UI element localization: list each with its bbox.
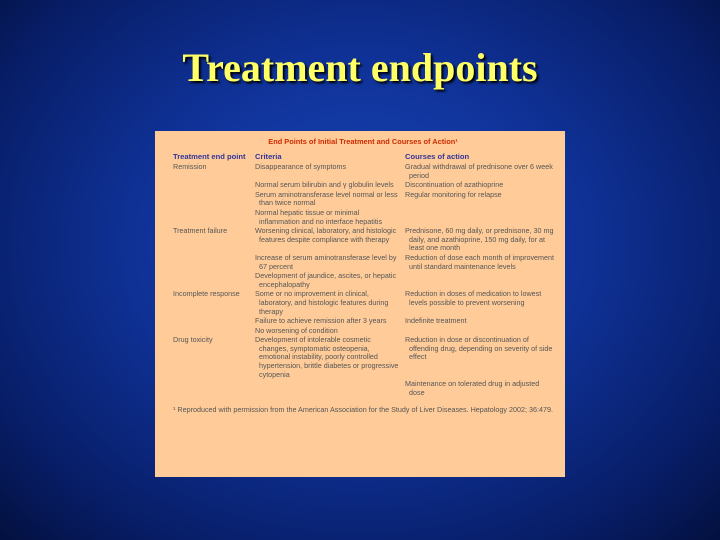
table-cell-endpoint — [173, 209, 251, 226]
table-cell-action — [405, 181, 555, 190]
table-cell-action — [405, 327, 555, 336]
table-cell-action — [405, 317, 555, 326]
table-cell-criteria — [255, 272, 401, 289]
table-cell-criteria — [255, 209, 401, 226]
table-cell-criteria — [255, 191, 401, 208]
cell-text: Remission — [173, 162, 207, 171]
table-footnote: ¹ Reproduced with permission from the American Association for the Study of Liver Diseases. Hepatology 2002; 36:479. — [173, 405, 553, 415]
table-title: End Points of Initial Treatment and Courses of Action¹ — [268, 137, 458, 146]
table-body — [173, 163, 553, 397]
table-cell-endpoint — [173, 272, 251, 289]
cell-text: Gradual withdrawal of prednisone over 6 week period — [405, 162, 553, 180]
cell-text: Normal serum bilirubin and γ globulin levels — [255, 180, 394, 190]
table-row — [173, 380, 553, 397]
cell-text: Indefinite treatment — [405, 316, 467, 326]
table-cell-criteria — [255, 227, 401, 253]
table-cell-criteria — [255, 336, 401, 379]
cell-text: Normal hepatic tissue or minimal inflammation and no interface hepatitis — [255, 207, 383, 226]
table-cell-endpoint — [173, 317, 251, 326]
cell-text: Reduction in doses of medication to lowest levels possible to prevent worsening — [405, 289, 542, 307]
table-row — [173, 290, 553, 316]
cell-text: Drug toxicity — [173, 335, 213, 345]
endpoints-table-image — [155, 131, 565, 477]
header-action: Courses of action — [405, 152, 470, 161]
table-cell-endpoint — [173, 254, 251, 271]
header-criteria: Criteria — [255, 152, 282, 161]
cell-text: Discontinuation of azathioprine — [405, 180, 504, 190]
cell-text: Disappearance of symptoms — [255, 162, 347, 171]
cell-text: Failure to achieve remission after 3 years — [255, 316, 387, 326]
table-cell-endpoint — [173, 191, 251, 208]
table-header-row — [173, 152, 553, 161]
table-cell-endpoint — [173, 290, 251, 316]
table-cell-criteria — [255, 181, 401, 190]
table-cell-criteria — [255, 163, 401, 180]
table-cell-endpoint — [173, 181, 251, 190]
table-cell-action — [405, 191, 555, 208]
table-row — [173, 327, 553, 336]
cell-text: Prednisone, 60 mg daily, or prednisone, 30 mg daily, and azathioprine, 150 mg daily, for at least one month — [405, 226, 554, 253]
table-cell-endpoint — [173, 163, 251, 180]
table-cell-action — [405, 380, 555, 397]
table-row — [173, 317, 553, 326]
table-cell-endpoint — [173, 327, 251, 336]
cell-text: Some or no improvement in clinical, laboratory, and histologic features during therapy — [255, 289, 389, 316]
table-cell-endpoint — [173, 336, 251, 379]
table-cell-criteria — [255, 317, 401, 326]
table-cell-action — [405, 336, 555, 379]
table-cell-action — [405, 290, 555, 316]
table-cell-action — [405, 163, 555, 180]
table-row — [173, 181, 553, 190]
cell-text: Serum aminotransferase level normal or less than twice normal — [255, 189, 398, 208]
table-cell-action — [405, 272, 555, 289]
table-row — [173, 254, 553, 271]
table-cell-endpoint — [173, 227, 251, 253]
table-row — [173, 272, 553, 289]
table-cell-criteria — [255, 380, 401, 397]
table-cell-criteria — [255, 254, 401, 271]
cell-text: Increase of serum aminotransferase level by 67 percent — [255, 252, 397, 271]
cell-text: Incomplete response — [173, 289, 240, 299]
table-cell-criteria — [255, 327, 401, 336]
cell-text: Development of intolerable cosmetic changes, symptomatic osteopenia, emotional instability, poorly controlled hypertension, brittle diabetes or progressive cytopenia — [255, 335, 399, 379]
cell-text: Development of jaundice, ascites, or hepatic encephalopathy — [255, 271, 397, 289]
cell-text: Reduction of dose each month of improvement until standard maintenance levels — [405, 252, 555, 271]
table-cell-action — [405, 209, 555, 226]
slide-title: Treatment endpoints — [182, 45, 538, 90]
table-row — [173, 336, 553, 379]
header-endpoint: Treatment end point — [173, 152, 246, 161]
table-row — [173, 227, 553, 253]
cell-text: Maintenance on tolerated drug in adjusted dose — [405, 379, 540, 397]
table-cell-action — [405, 254, 555, 271]
table-cell-endpoint — [173, 380, 251, 397]
cell-text: No worsening of condition — [255, 325, 338, 335]
cell-text: Treatment failure — [173, 226, 228, 236]
table-row — [173, 163, 553, 180]
table-row — [173, 191, 553, 208]
cell-text: Reduction in dose or discontinuation of offending drug, depending on severity of side effect — [405, 335, 553, 362]
table-row — [173, 209, 553, 226]
table-cell-action — [405, 227, 555, 253]
cell-text: Worsening clinical, laboratory, and histologic features despite compliance with therapy — [255, 226, 397, 244]
cell-text: Regular monitoring for relapse — [405, 189, 502, 199]
table-cell-criteria — [255, 290, 401, 316]
